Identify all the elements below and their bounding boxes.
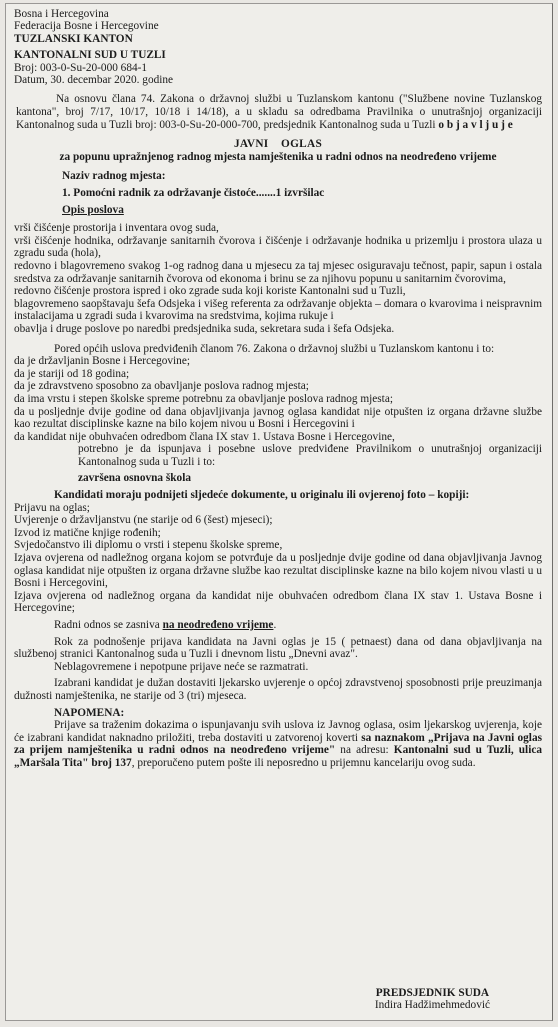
conditions-list <box>14 355 542 443</box>
incomplete-notice: Neblagovremene i nepotpune prijave neće se razmatrati. <box>54 660 309 673</box>
list-item: - vrši čišćenje prostorija i inventara ovog suda, <box>14 222 542 235</box>
list-item: - blagovremeno saopštavaju šefa Odsjeka i višeg referenta za održavanje objekta – domara o kvarovima i neispravnim instalacijama u zgradi suda i kvarovima na sredstvima, kojima rukuje i <box>14 298 542 323</box>
notice-title: JAVNI OGLAS <box>233 138 323 151</box>
general-conditions-intro: Pored općih uslova predviđenih članom 76. Zakona o državnoj službi u Tuzlanskom kantonu i to: <box>54 342 495 355</box>
note-label: NAPOMENA: <box>54 706 125 719</box>
duties-label: Opis poslova <box>62 203 124 216</box>
note-address: Kantonalni sud u Tuzli, ulica „Maršala Tita" broj 137 <box>14 744 543 769</box>
employment-term: na neodređeno vrijeme <box>162 619 274 631</box>
note-text-a: Prijave sa traženim dokazima o ispunjavanju svih uslova iz Javnog oglasa, osim ljekarskog uvjerenja, koje će izabrani kandidat naknadno priložiti, treba dostaviti u zatvorenoj koverti <box>14 719 542 744</box>
employment-type <box>14 619 542 632</box>
canton-line: TUZLANSKI KANTON <box>14 32 133 45</box>
list-item: - da u posljednje dvije godine od dana objavljivanja javnog oglasa kandidat nije otpušten iz organa državne službe kao rezultat disciplinske kazne na bilo kojem nivou u Bosni i Hercegovini i <box>14 406 542 431</box>
list-item: - Prijavu na oglas; <box>14 502 542 515</box>
list-item: - da kandidat nije obuhvaćen odredbom člana IX stav 1. Ustava Bosne i Hercegovine, <box>14 431 542 444</box>
list-item: - da je zdravstveno sposobno za obavljanje poslova radnog mjesta; <box>14 380 542 393</box>
list-item: - redovno i blagovremeno svakog 1-og radnog dana u mjesecu za taj mjesec osiguravaju tečnost, papir, sapun i ostala sredstva za održavanje sanitarnih čvorova od ekonoma i brinu se za njihovu popunu u sanitarnim čvorovima, <box>14 260 542 285</box>
list-item: - Svjedočanstvo ili diplomu o vrsti i stepenu školske spreme, <box>14 539 542 552</box>
document-date: Datum, 30. decembar 2020. godine <box>14 74 174 87</box>
required-school: završena osnovna škola <box>78 472 191 485</box>
legal-basis-text: Na osnovu člana 74. Zakona o državnoj službi u Tuzlanskom kantonu ("Službene novine Tuzlanskog kantona", broj 7/17, 10/17, 10/18 i 14/18), a u skladu sa odredbama Pravilnika o unutrašnjoj organizaciji Kantonalnog suda u Tuzli broj: 003-0-Su-20-000-700, predsjednik Kantonalnog suda u Tuzli <box>16 93 542 131</box>
letterhead <box>14 8 542 86</box>
documents-list <box>14 502 542 615</box>
documents-intro: Kandidati moraju podnijeti sljedeće dokumente, u originalu ili ovjerenoj foto – kopiji: <box>54 489 470 502</box>
reference-number: Broj: 003-0-Su-20-000 684-1 <box>14 61 148 74</box>
notice-subtitle: za popunu upražnjenog radnog mjesta namještenika u radni odnos na neodređeno vrijeme <box>59 150 497 163</box>
employment-prefix: Radni odnos se zasniva <box>54 619 163 631</box>
duties-list <box>14 222 542 335</box>
announce-verb: o b j a v l j u j e <box>438 118 513 131</box>
special-conditions: potrebno je da ispunjava i posebne uslove predviđene Pravilnikom o unutrašnjoj organizaciji Kantonalnog suda u Tuzli i to: <box>78 443 542 468</box>
newspaper-clipping <box>5 3 553 1021</box>
list-item: - obavlja i druge poslove po naredbi predsjednika suda, sekretara suda i šefa Odsjeka. <box>14 323 542 336</box>
signatory-title: PREDSJEDNIK SUDA <box>375 986 490 999</box>
list-item: - Izjava ovjerena od nadležnog organa kojom se potvrđuje da u posljednje dvije godine od dana objavljivanja Javnog oglasa kandidat nije otpušten iz organa državne službe kao rezultat disciplinske kazne na bilo kojem nivou vlasti u u Bosni i Hercegovini, <box>14 552 542 590</box>
signature-block <box>375 987 490 1012</box>
court-name: KANTONALNI SUD U TUZLI <box>14 49 166 62</box>
list-item: - vrši čišćenje hodnika, održavanje sanitarnih čvorova i čišćenje i održavanje hodnika u prizemlju i prostora ulaza u zgradu suda (hola), <box>14 235 542 260</box>
position-label: Naziv radnog mjesta: <box>62 170 166 183</box>
note-text-e: , preporučeno putem pošte ili neposredno u prijemnu kancelariju ovog suda. <box>131 756 476 769</box>
signatory-name: Indira Hadžimehmedović <box>374 999 490 1012</box>
note-paragraph <box>14 719 542 769</box>
deadline-paragraph: Rok za podnošenje prijava kandidata na Javni oglas je 15 ( petnaest) dana od dana objavljivanja na službenoj stranici Kantonalnog suda u Tuzli i dnevnom listu „Dnevni avaz". <box>14 635 542 661</box>
legal-basis-paragraph <box>14 93 542 131</box>
list-item: - da je državljanin Bosne i Hercegovine; <box>14 355 542 368</box>
position-item: 1. Pomoćni radnik za održavanje čistoće.......1 izvršilac <box>62 187 325 199</box>
country-line: Bosna i Hercegovina <box>14 8 109 20</box>
note-text-c: na adresu: <box>335 744 394 757</box>
list-item: - Uvjerenje o državljanstvu (ne starije od 6 (šest) mjeseci); <box>14 514 542 527</box>
list-item: - redovno čišćenje prostora ispred i oko zgrade suda koji koriste Kantonalni sud u Tuzli, <box>14 285 542 298</box>
employment-suffix: . <box>273 619 277 631</box>
list-item: - Izjava ovjerena od nadležnog organa da kandidat nije obuhvaćen odredbom člana IX stav 1. Ustava Bosne i Hercegovine; <box>14 590 542 615</box>
note-marking: sa naznakom „Prijava na Javni oglas za prijem namještenika u radni odnos na neodređeno vrijeme" <box>14 731 542 757</box>
list-item: - da je stariji od 18 godina; <box>14 368 542 381</box>
list-item: - Izvod iz matične knjige rođenih; <box>14 527 542 540</box>
medical-certificate-paragraph: Izabrani kandidat je dužan dostaviti ljekarsko uvjerenje o općoj zdravstvenoj sposobnosti prije preuzimanja dužnosti namještenika, ne starije od 3 (tri) mjeseca. <box>14 677 542 702</box>
federation-line: Federacija Bosne i Hercegovine <box>14 20 159 33</box>
list-item: - da ima vrstu i stepen školske spreme potrebnu za obavljanje poslova radnog mjesta; <box>14 393 542 406</box>
